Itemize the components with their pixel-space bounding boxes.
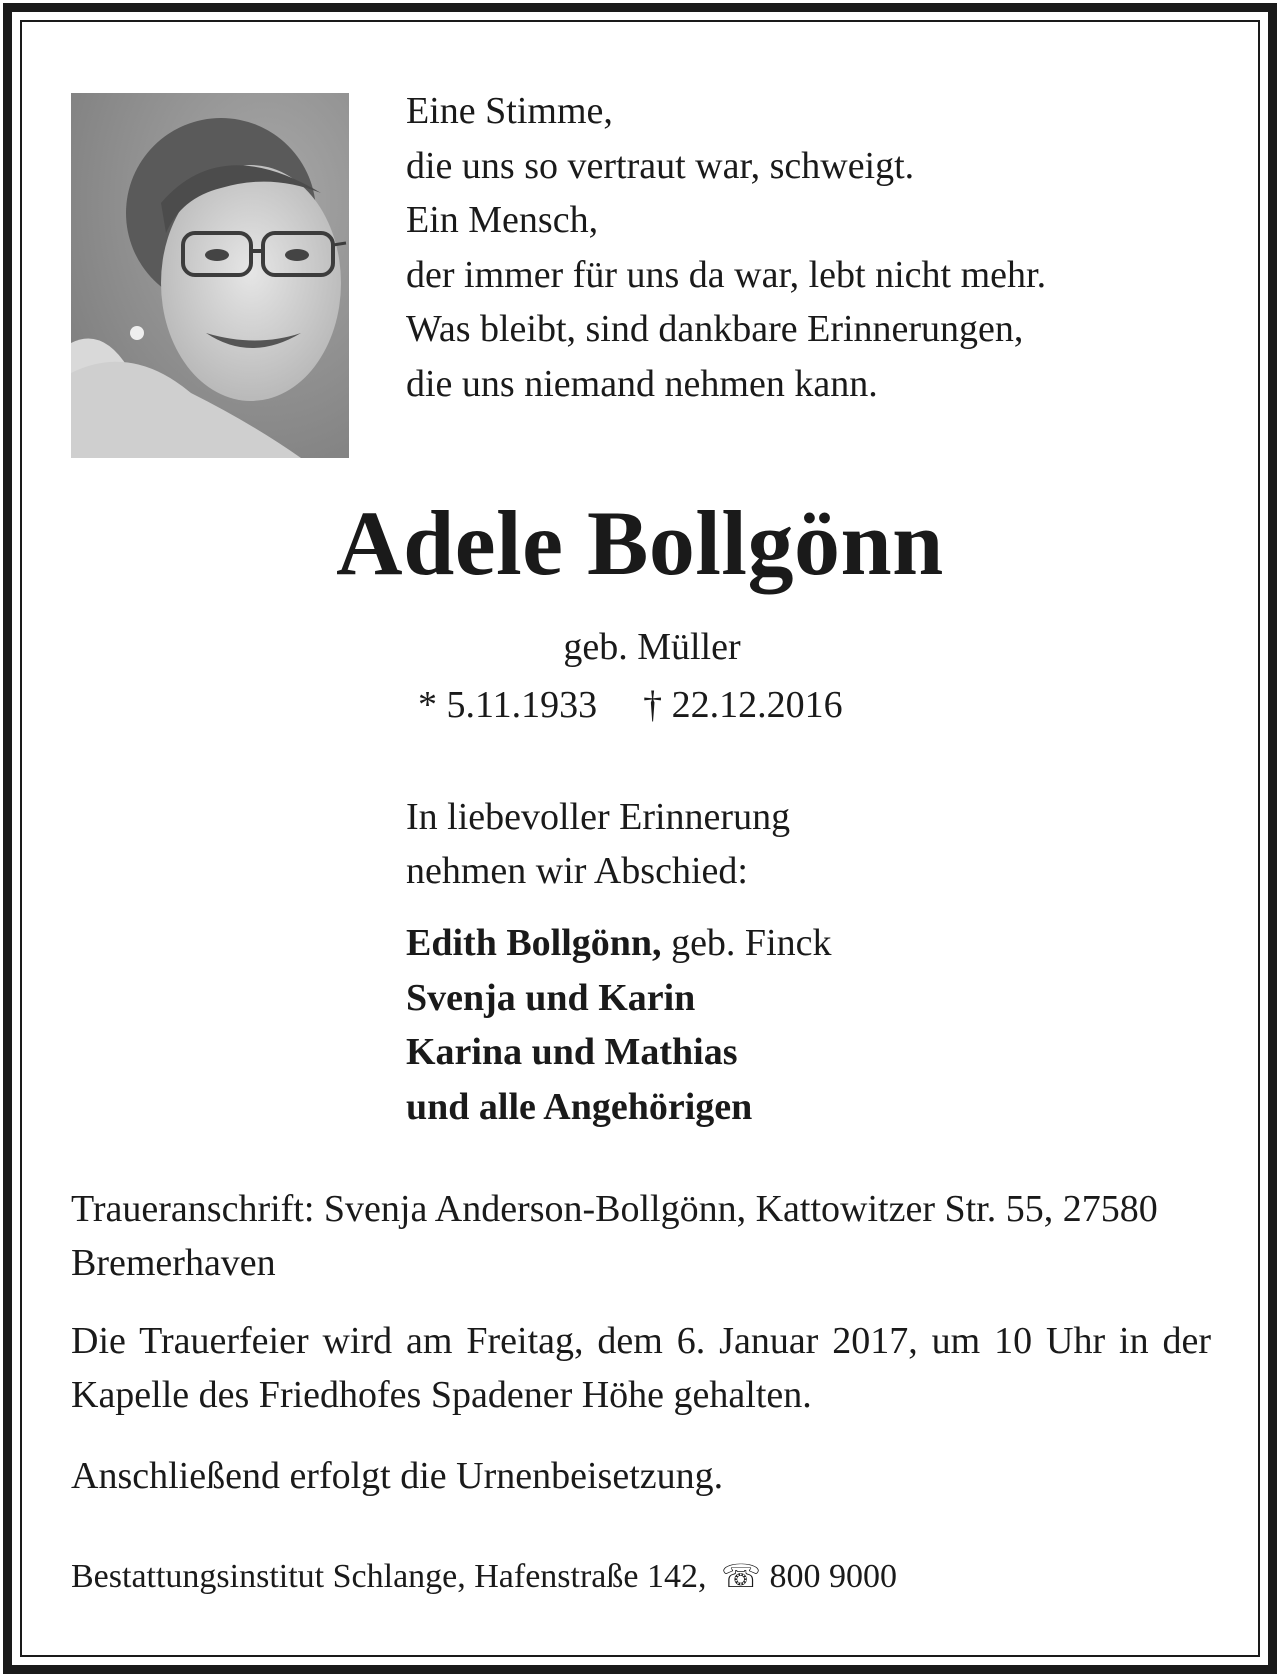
portrait-image <box>71 93 349 458</box>
death-date: † 22.12.2016 <box>643 684 843 726</box>
memorial-poem <box>406 84 1046 411</box>
mourner-name: Edith Bollgönn, <box>406 922 662 964</box>
funeral-home-address: Bestattungsinstitut Schlange, Hafenstraße 142, <box>71 1558 707 1595</box>
farewell-text <box>406 790 790 898</box>
mourner-item <box>406 1080 832 1135</box>
poem-line: der immer für uns da war, lebt nicht mehr. <box>406 253 1047 296</box>
deceased-name: Adele Bollgönn <box>336 492 944 594</box>
poem-line: Was bleibt, sind dankbare Erinnerungen, <box>406 308 1024 350</box>
poem-line: Eine Stimme, <box>406 90 613 132</box>
funeral-home-phone: 800 9000 <box>769 1558 898 1595</box>
mourning-address: Traueranschrift: Svenja Anderson-Bollgönn, Kattowitzer Str. 55, 27580 Bremerhaven <box>71 1188 1158 1284</box>
poem-line: die uns niemand nehmen kann. <box>406 362 878 405</box>
life-dates <box>418 680 843 730</box>
maiden-name: geb. Müller <box>563 626 741 668</box>
mourner-note: geb. Finck <box>661 922 832 964</box>
urn-burial-info: Anschließend erfolgt die Urnenbeisetzung. <box>71 1455 724 1497</box>
poem-line: Ein Mensch, <box>406 199 599 241</box>
mourner-name: Karina und Mathias <box>406 1031 738 1073</box>
telephone-icon: ☏ <box>721 1558 762 1594</box>
mourner-item <box>406 971 832 1026</box>
funeral-home-contact <box>71 1551 897 1602</box>
mourner-item <box>406 916 832 971</box>
farewell-line: In liebevoller Erinnerung <box>406 796 791 838</box>
mourner-item <box>406 1025 832 1080</box>
poem-line: die uns so vertraut war, schweigt. <box>406 144 915 187</box>
portrait-photo <box>71 93 349 458</box>
farewell-line: nehmen wir Abschied: <box>406 850 748 892</box>
mourners-list <box>406 916 832 1134</box>
mourner-name: und alle Angehörigen <box>406 1085 753 1128</box>
funeral-service-info: Die Trauerfeier wird am Freitag, dem 6. Januar 2017, um 10 Uhr in der Kapelle des Friedhofes Spadener Höhe gehalten. <box>71 1320 1211 1416</box>
mourner-name: Svenja und Karin <box>406 976 696 1019</box>
birth-date: * 5.11.1933 <box>418 684 598 726</box>
